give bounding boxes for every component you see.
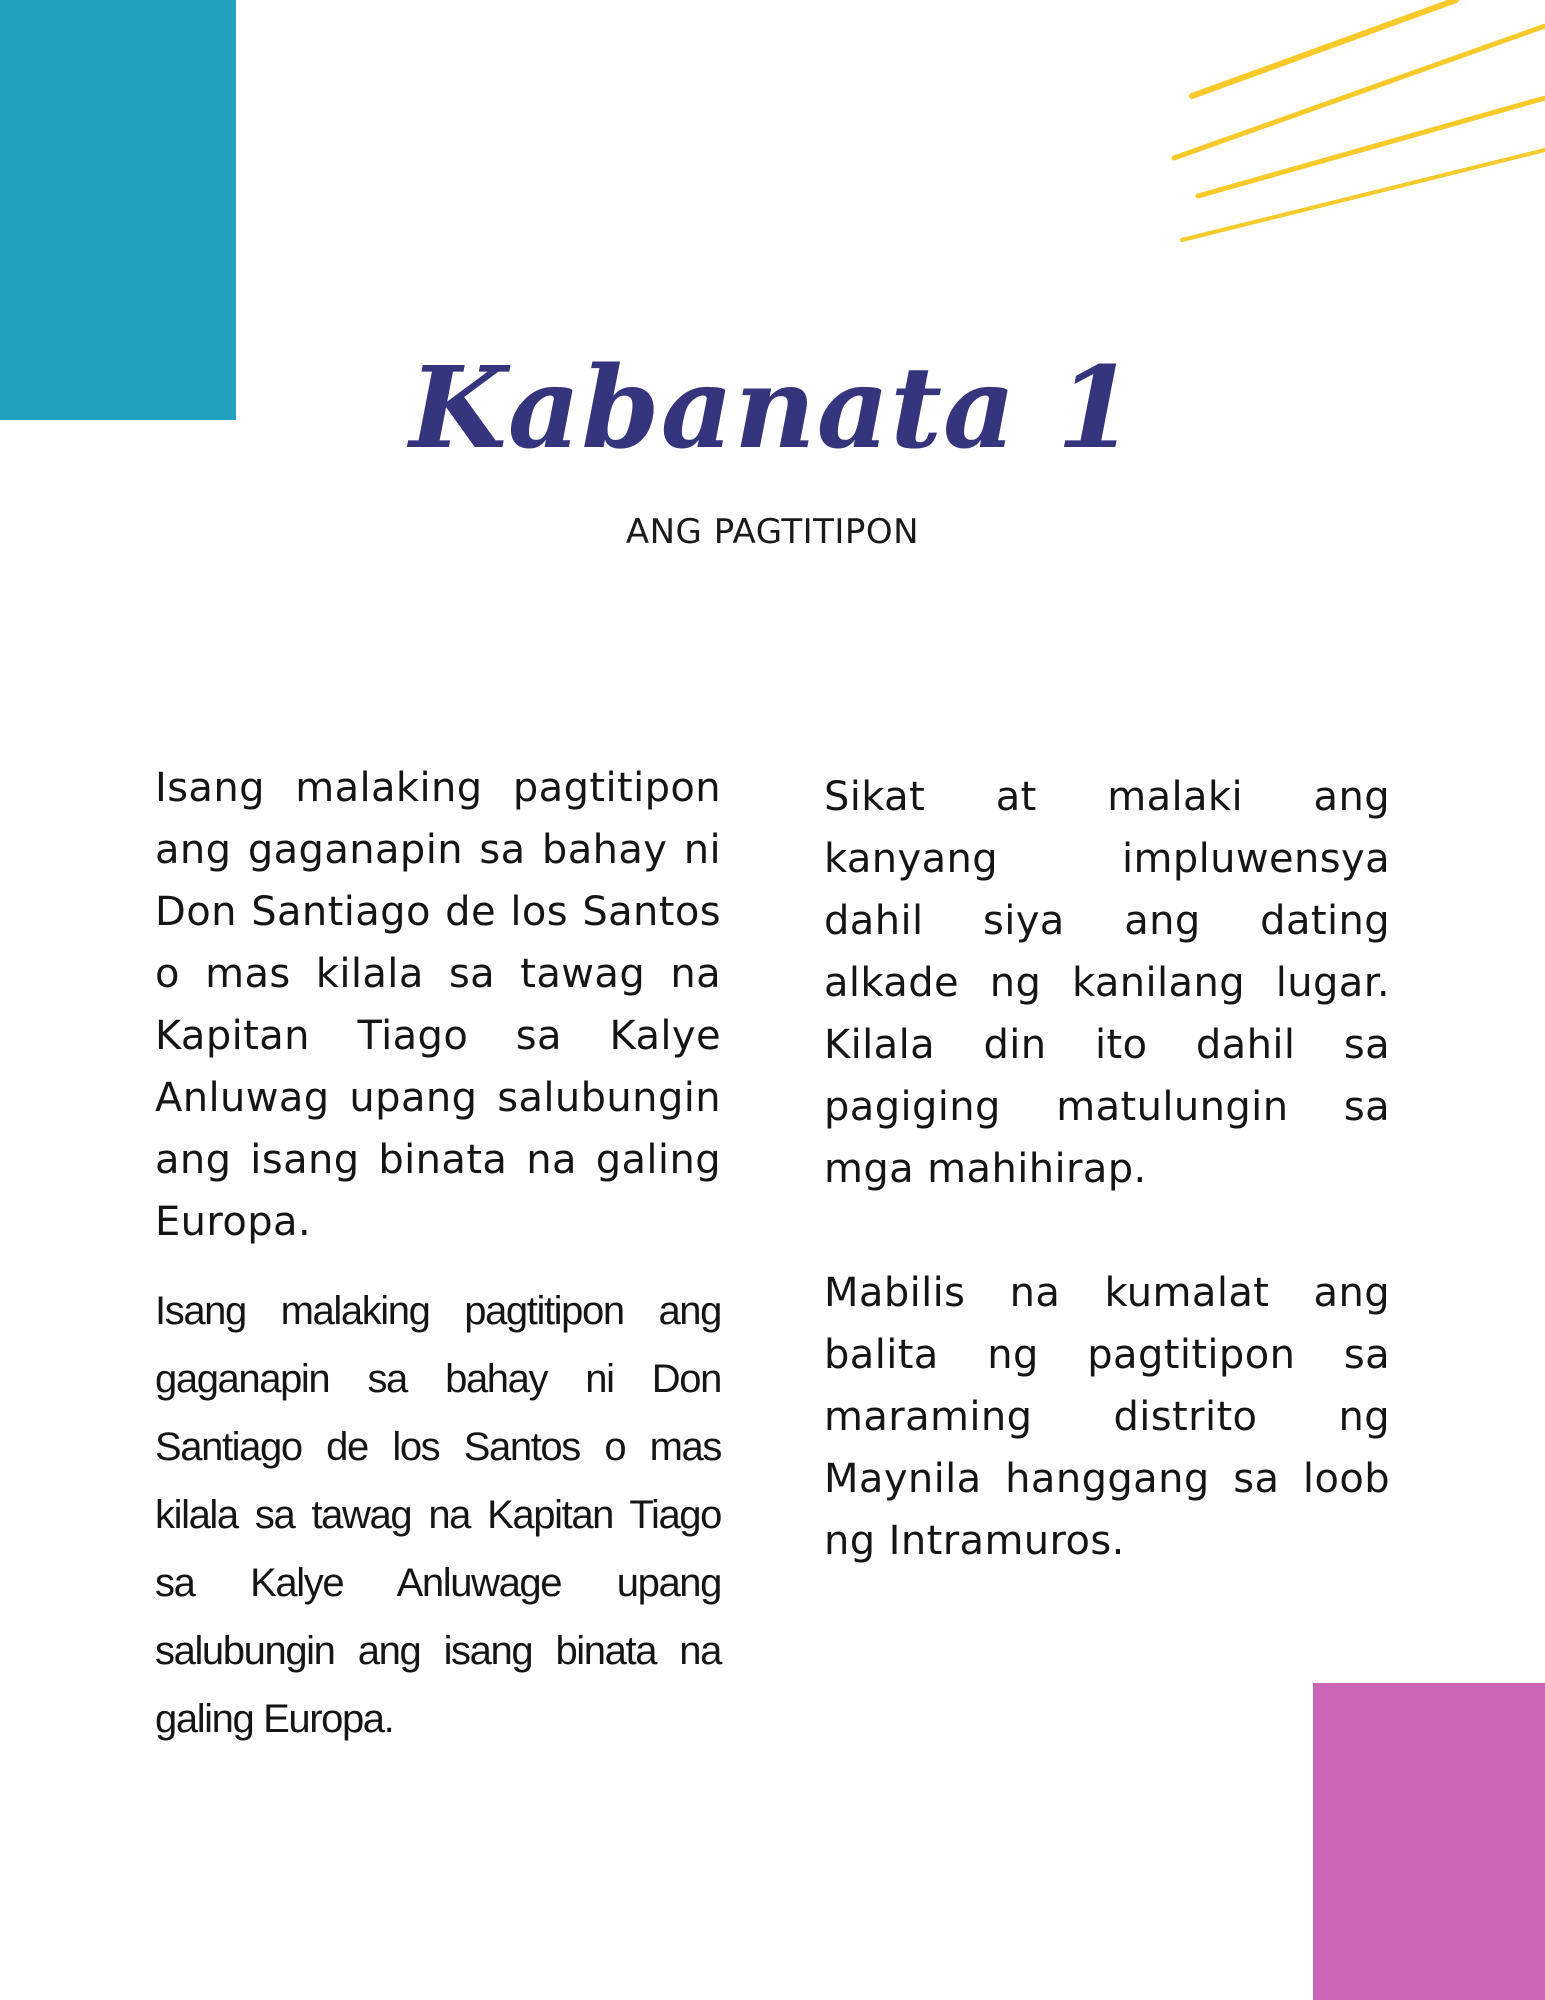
accent-line-3 (1198, 98, 1545, 196)
chapter-title: Kabanata 1 (409, 343, 1136, 475)
left-paragraph-1: Isang malaking pagtitipon ang gaganapin sa bahay ni Don Santiago de los Santos o mas kilala sa tawag na Kapitan Tiago sa Kalye Anluwag upang salubungin ang isang binata na galing Europa. (155, 765, 721, 1245)
magenta-decor-block (1313, 1683, 1545, 2000)
left-text-column (155, 757, 721, 1753)
accent-line-2 (1174, 26, 1545, 158)
accent-line-4 (1182, 150, 1545, 240)
right-paragraph-2: Mabilis na kumalat ang balita ng pagtitipon sa maraming distrito ng Maynila hanggang sa loob ng Intramuros. (824, 1270, 1390, 1564)
right-text-column (824, 766, 1390, 1572)
yellow-accent-lines (1160, 0, 1545, 260)
left-paragraph-2: Isang malaking pagtitipon ang gaganapin sa bahay ni Don Santiago de los Santos o mas kilala sa tawag na Kapitan Tiago sa Kalye Anluwage upang salubungin ang isang binata na galing Europa. (155, 1289, 721, 1741)
right-paragraph-1: Sikat at malaki ang kanyang impluwensya dahil siya ang dating alkade ng kanilang lugar. Kilala din ito dahil sa pagiging matulungin sa mga mahihirap. (824, 774, 1390, 1192)
accent-line-1 (1192, 0, 1456, 96)
chapter-subtitle: ANG PAGTITIPON (625, 512, 920, 552)
